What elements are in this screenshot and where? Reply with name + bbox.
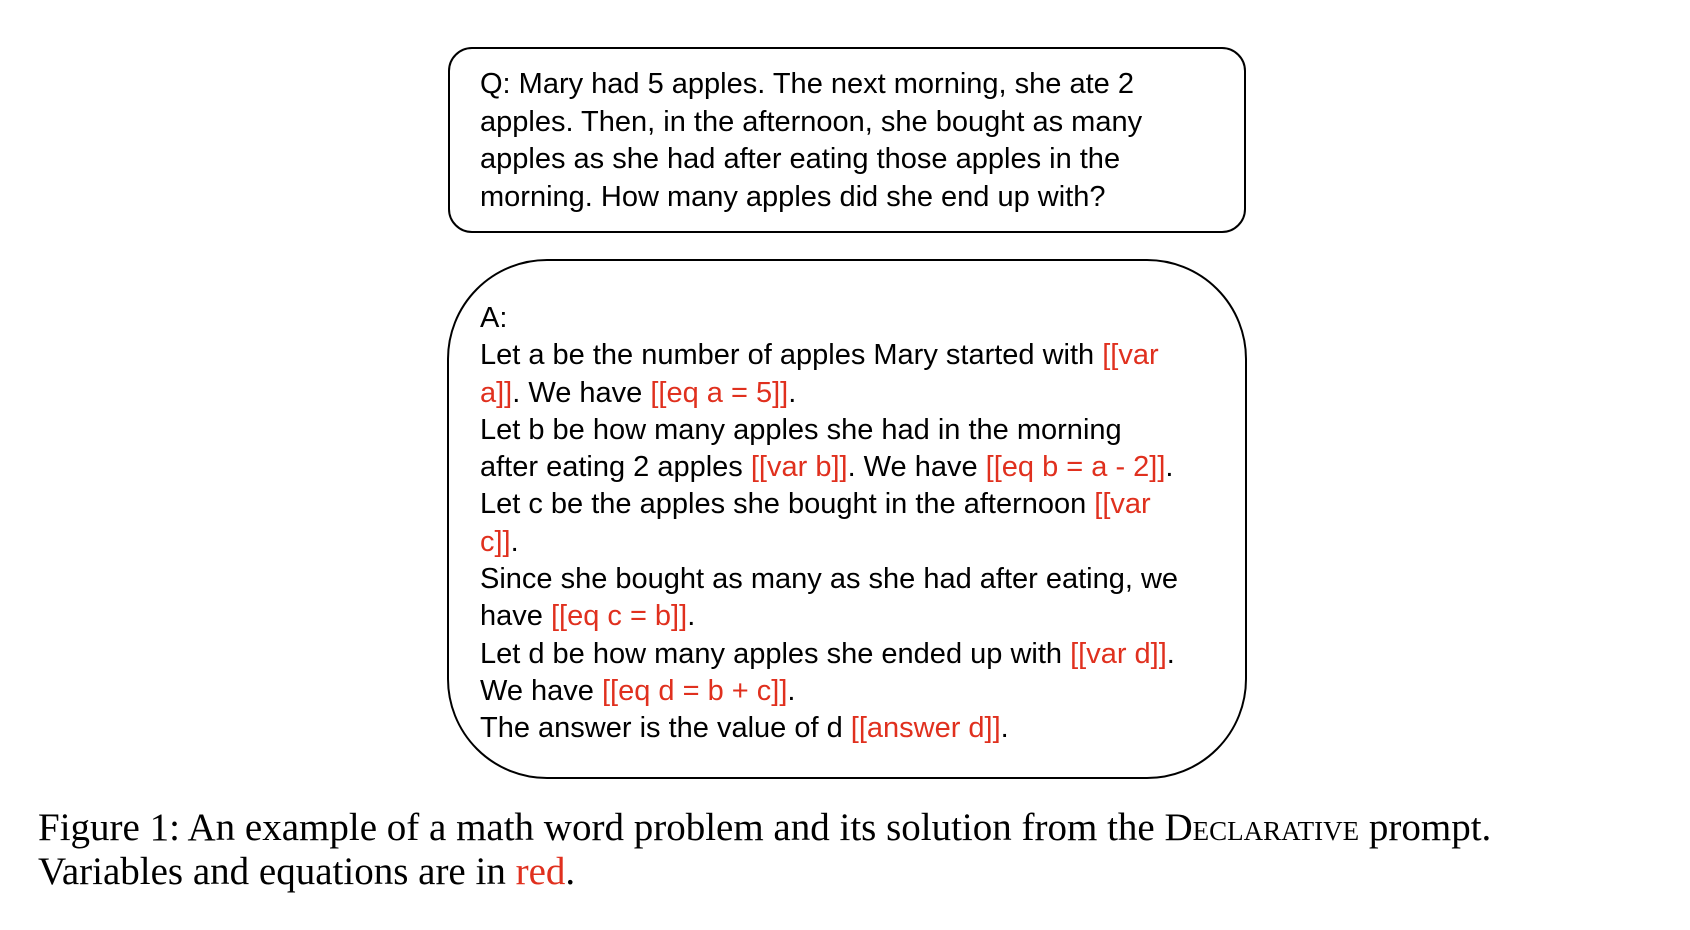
answer-line: c]]. [480,525,519,558]
variable-tag: [[var d]] [1070,637,1167,670]
variable-tag: c]] [480,525,511,558]
answer-line: have [[eq c = b]]. [480,600,696,633]
equation-tag: [[eq a = 5]] [650,376,789,409]
answer-line: Let d be how many apples she ended up with [[var d]]. [480,637,1175,670]
figure-caption [38,806,1678,894]
variable-tag: a]] [480,376,513,409]
prompt-name: Declarative [1164,806,1360,849]
answer-line: Let c be the apples she bought in the afternoon [[var [480,488,1151,521]
caption-line: Figure 1: An example of a math word problem and its solution from the Declarative prompt. [38,806,1492,849]
answer-line: We have [[eq d = b + c]]. [480,674,796,707]
equation-tag: [[eq b = a - 2]] [985,451,1166,484]
answer-line: The answer is the value of d [[answer d]]. [480,712,1009,745]
question-line: apples. Then, in the afternoon, she bought as many [480,105,1143,138]
answer-header: A: [480,302,508,334]
variable-tag: [[var [1102,339,1159,372]
variable-tag: [[var b]] [750,451,848,484]
answer-line: Let b be how many apples she had in the morning [480,413,1122,446]
question-line: apples as she had after eating those apples in the [480,143,1121,175]
answer-tag: [[answer d]] [850,712,1001,745]
answer-line: Let a be the number of apples Mary started with [[var [480,339,1159,372]
red-word: red [515,850,566,893]
caption-line: Variables and equations are in red. [38,850,576,893]
answer-line: a]]. We have [[eq a = 5]]. [480,376,797,409]
answer-line: Since she bought as many as she had after eating, we [480,563,1179,596]
variable-tag: [[var [1094,488,1151,521]
question-line: Q: Mary had 5 apples. The next morning, she ate 2 [480,68,1134,100]
equation-tag: [[eq d = b + c]] [601,674,788,707]
question-text [480,66,1220,216]
equation-tag: [[eq c = b]] [550,600,688,633]
answer-line: after eating 2 apples [[var b]]. We have [[eq b = a - 2]]. [480,451,1174,484]
question-line: morning. How many apples did she end up with? [480,180,1106,213]
answer-text [480,300,1240,748]
